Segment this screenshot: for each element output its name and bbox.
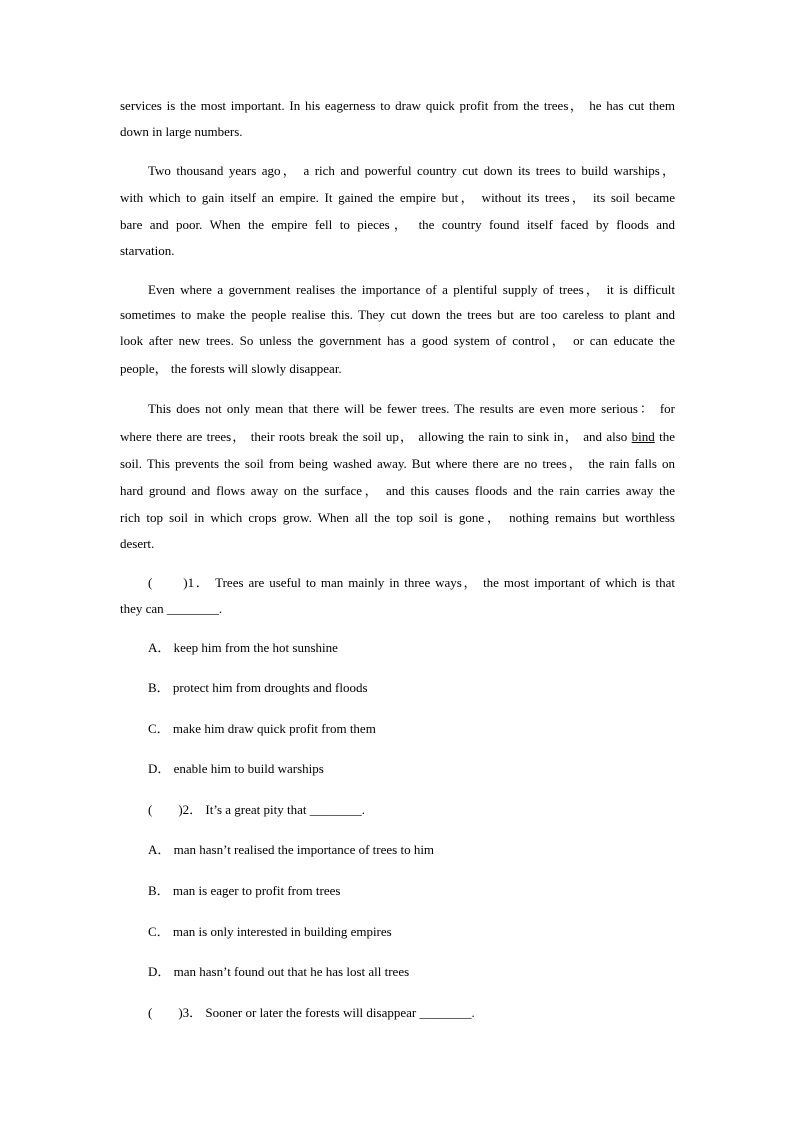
option-a: A． keep him from the hot sunshine bbox=[148, 640, 338, 655]
text-line: look after new trees. So unless the government has a good system of control， or can educate the bbox=[120, 333, 675, 348]
text-line: bare and poor. When the empire fell to pieces， the country found itself faced by floods and bbox=[120, 217, 675, 232]
text-line: down in large numbers. bbox=[120, 124, 243, 139]
text-line: Two thousand years ago， a rich and powerful country cut down its trees to build warships， bbox=[148, 163, 675, 178]
text-line: soil. This prevents the soil from being washed away. But where there are no trees， the rain falls on bbox=[120, 456, 675, 471]
text-span: where there are trees， their roots break the soil up， allowing the rain to sink in， and also bbox=[120, 429, 632, 444]
text-line: This does not only mean that there will be fewer trees. The results are even more serious： for bbox=[148, 401, 675, 416]
option-a: A． man hasn’t realised the importance of trees to him bbox=[148, 842, 435, 857]
text-span: the bbox=[654, 429, 675, 444]
text-line: Even where a government realises the importance of a plentiful supply of trees， it is difficult bbox=[148, 282, 675, 297]
text-line bbox=[120, 429, 675, 445]
text-line: with which to gain itself an empire. It gained the empire but， without its trees， its soil became bbox=[120, 190, 675, 205]
question-2-stem: ( )2． It’s a great pity that ________. bbox=[148, 802, 365, 817]
underlined-word: bind bbox=[631, 429, 655, 444]
text-line: services is the most important. In his eagerness to draw quick profit from the trees， he has cut them bbox=[120, 98, 675, 113]
text-line: rich top soil in which crops grow. When all the top soil is gone， nothing remains but worthless bbox=[120, 510, 675, 525]
option-d: D． man hasn’t found out that he has lost all trees bbox=[148, 964, 410, 979]
option-b: B． protect him from droughts and floods bbox=[148, 680, 368, 695]
text-line: hard ground and flows away on the surface， and this causes floods and the rain carries away the bbox=[120, 483, 675, 498]
option-c: C． make him draw quick profit from them bbox=[148, 721, 376, 736]
question-3-stem: ( )3． Sooner or later the forests will disappear ________. bbox=[148, 1005, 475, 1020]
text-line: people， the forests will slowly disappear. bbox=[120, 361, 342, 376]
text-line: desert. bbox=[120, 536, 155, 551]
option-c: C． man is only interested in building empires bbox=[148, 924, 392, 939]
text-line: sometimes to make the people realise this. They cut down the trees but are too careless to plant and bbox=[120, 307, 675, 322]
question-1-stem-cont: they can ________. bbox=[120, 601, 223, 616]
option-b: B． man is eager to profit from trees bbox=[148, 883, 341, 898]
text-line: starvation. bbox=[120, 243, 175, 258]
question-1-stem: ( )1． Trees are useful to man mainly in three ways， the most important of which is that bbox=[148, 575, 675, 590]
option-d: D． enable him to build warships bbox=[148, 761, 324, 776]
